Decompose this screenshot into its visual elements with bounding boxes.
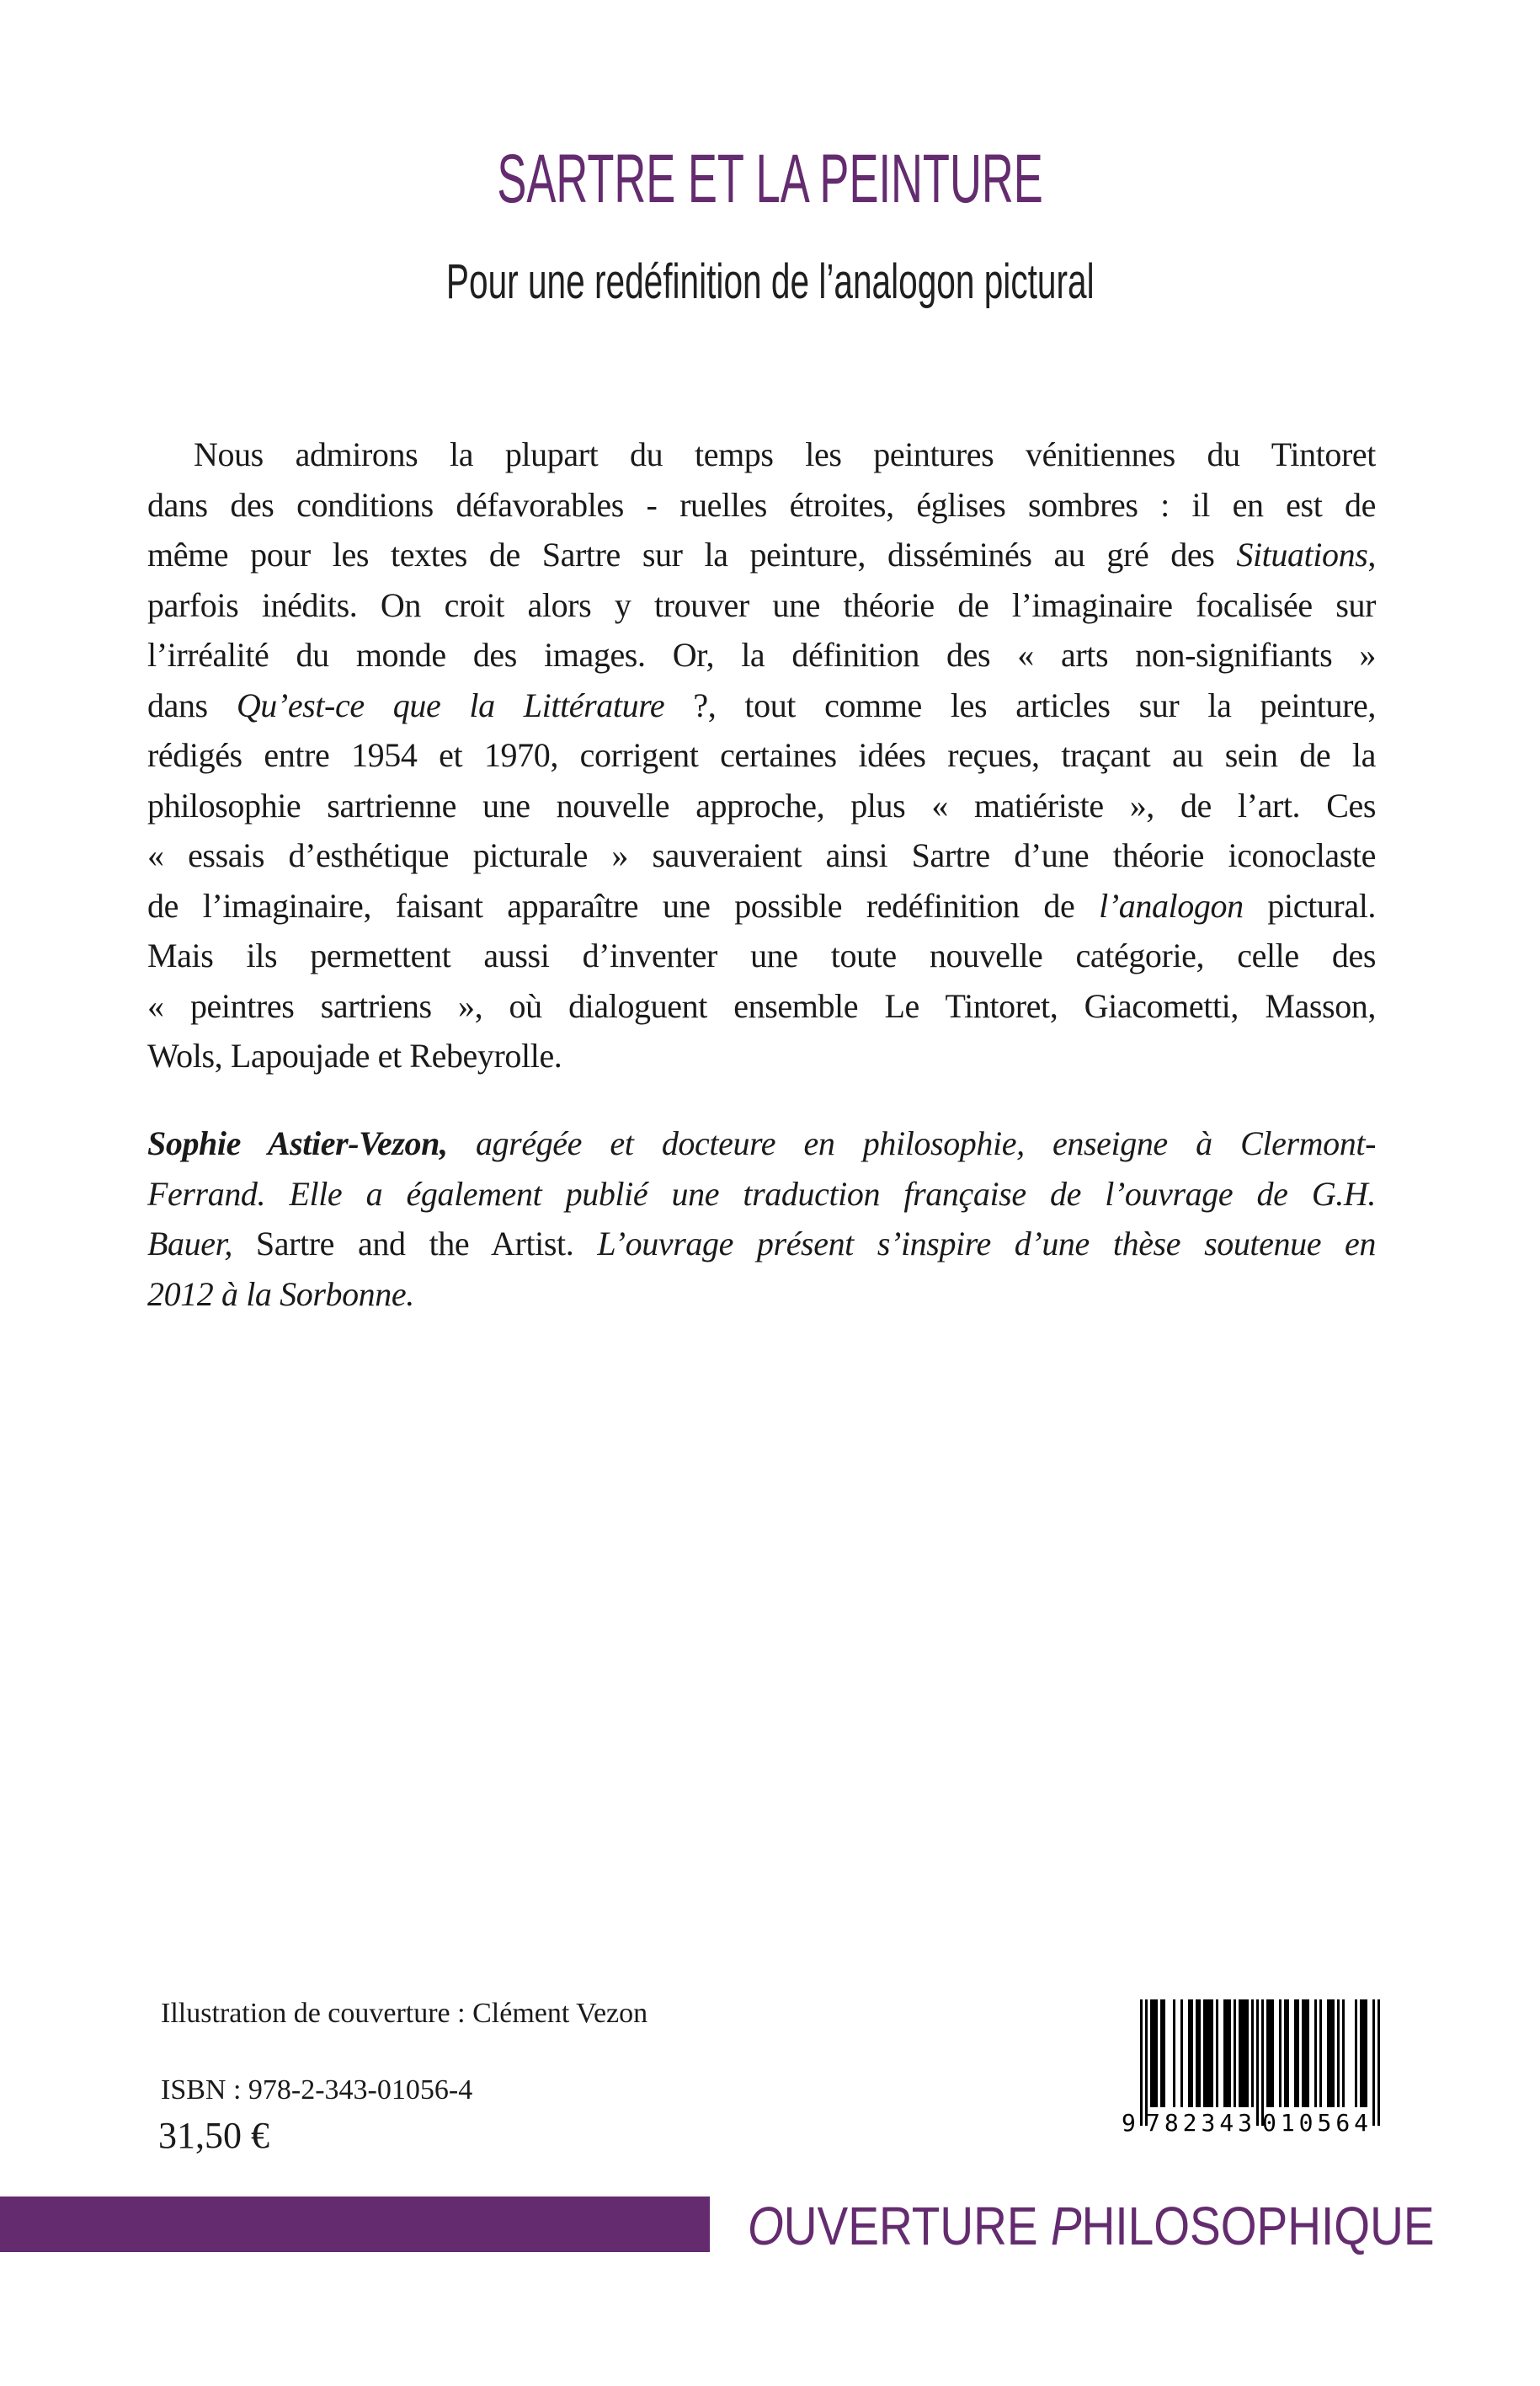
text-line [147,430,1376,480]
text-segment: de l’imaginaire, faisant apparaître une possible redéfinition de [147,886,1100,925]
barcode-bar [1188,1999,1191,2107]
barcode-bar [1256,1999,1259,2126]
isbn-barcode [1113,1998,1399,2141]
barcode-bar [1319,1999,1322,2107]
text-line [147,480,1376,531]
barcode-bar [1261,1999,1264,2126]
text-line [147,981,1376,1032]
series-letter-p: P [1050,2196,1082,2256]
emphasized-text: Bauer, [147,1225,232,1262]
emphasized-text: Sophie Astier-Vezon, [147,1124,448,1162]
barcode-bar [1362,1999,1365,2107]
series-name [748,2197,1540,2255]
text-segment: Sartre and the Artist. [232,1225,598,1262]
barcode-bar [1360,1999,1362,2107]
barcode-bar [1372,1999,1375,2126]
barcode-bar [1365,1999,1367,2107]
barcode-bar [1304,1999,1307,2107]
text-segment: Wols, Lapoujade et Rebeyrolle. [147,1037,562,1075]
barcode-bar [1246,1999,1249,2107]
text-line [147,1169,1376,1220]
book-title-wrap [0,141,1540,217]
isbn-text: ISBN : 978-2-343-01056-4 [161,2074,473,2106]
text-segment: rédigés entre 1954 et 1970, corrigent certaines idées reçues, traçant au sein de la [147,736,1376,774]
text-line [147,781,1376,831]
text-segment: même pour les textes de Sartre sur la peinture, disséminés au gré des [147,536,1237,574]
barcode-bar [1342,1999,1345,2107]
barcode-bar [1314,1999,1317,2107]
series-word-2: HILOSOPHIQUE [1081,2196,1435,2256]
barcode-bar [1279,1999,1282,2107]
text-line [147,730,1376,781]
barcode-bar [1208,1999,1211,2107]
barcode-bar [1203,1999,1206,2107]
barcode-bar [1294,1999,1297,2107]
barcode-bar [1140,1999,1143,2126]
text-segment: l’irréalité du monde des images. Or, la définition des « arts non-signifiants » [147,636,1376,674]
barcode-bar [1211,1999,1213,2107]
barcode-bar [1226,1999,1228,2107]
emphasized-text: Situations [1236,536,1368,574]
text-segment: « peintres sartriens », où dialoguent ensemble Le Tintoret, Giacometti, Masson, [147,986,1376,1025]
text-line [147,931,1376,981]
series-word-1: UVERTURE [783,2196,1051,2256]
series-letter-o: O [748,2196,784,2256]
text-segment: Mais ils permettent aussi d’inventer une toute nouvelle catégorie, celle des [147,937,1376,974]
barcode-bar [1271,1999,1274,2107]
price: 31,50 € [158,2115,269,2156]
text-line [147,1269,1376,1320]
emphasized-text: L’ouvrage présent s’inspire d’une thèse soutenue en [597,1225,1377,1262]
barcode-bar [1234,1999,1236,2107]
barcode-bar [1284,1999,1287,2107]
illustration-credit: Illustration de couverture : Clément Vezon [161,1998,648,2029]
barcode-bar [1302,1999,1304,2107]
text-line [147,580,1376,631]
barcode-bar [1297,1999,1299,2107]
barcode-bar [1198,1999,1201,2107]
text-segment: pictural. [1243,886,1377,925]
barcode-bar [1337,1999,1340,2107]
barcode-bar [1228,1999,1231,2107]
barcode-bar [1332,1999,1335,2107]
barcode-bar [1241,1999,1244,2107]
barcode-bar [1327,1999,1330,2107]
text-segment: Nous admirons la plupart du temps les peintures vénitiennes du Tintoret [194,435,1376,473]
book-subtitle: Pour une redéfinition de l’analogon pictural [445,254,1095,309]
text-line [147,830,1376,881]
text-segment: dans des conditions défavorables - ruelles étroites, églises sombres : il en est de [147,485,1376,524]
blurb-paragraph [147,430,1376,1081]
barcode-bar [1216,1999,1218,2107]
text-segment: parfois inédits. On croit alors y trouver une théorie de l’imaginaire focalisée sur [147,585,1376,624]
text-segment: philosophie sartrienne une nouvelle approche, plus « matiériste », de l’art. Ces [147,786,1376,825]
barcode-bar [1173,1999,1175,2107]
barcode-bar [1196,1999,1198,2107]
emphasized-text: l’analogon [1099,886,1244,925]
barcode-bar [1287,1999,1289,2107]
text-line [147,1219,1376,1269]
barcode-bar [1163,1999,1165,2107]
barcode-bar [1206,1999,1208,2107]
barcode-bar [1180,1999,1183,2107]
barcode-bar [1244,1999,1246,2107]
emphasized-text: 2012 à la Sorbonne. [147,1274,414,1313]
barcode-bar [1377,1999,1380,2126]
barcode-first-digit: 9 [1122,2109,1136,2137]
text-segment: « essais d’esthétique picturale » sauveraient ainsi Sartre d’une théorie iconoclaste [147,836,1376,874]
text-line [147,1031,1376,1081]
barcode-bar [1155,1999,1158,2107]
book-title: SARTRE ET LA PEINTURE [497,141,1043,217]
barcode-bar [1307,1999,1309,2107]
barcode-bar [1355,1999,1357,2107]
barcode-bar [1266,1999,1269,2107]
barcode-bar [1330,1999,1332,2107]
text-line [147,630,1376,681]
barcode-bar [1160,1999,1163,2107]
book-subtitle-wrap [0,253,1540,312]
barcode-bar [1150,1999,1153,2107]
emphasized-text: Qu’est-ce que la Littérature [236,686,665,724]
barcode-bar [1239,1999,1241,2107]
emphasized-text: Ferrand. Elle a également publié une traduction française de l’ouvrage de G.H. [147,1174,1376,1213]
barcode-bar [1269,1999,1271,2107]
text-line [147,681,1376,731]
text-segment: , [1367,536,1376,574]
barcode-bar [1145,1999,1148,2126]
text-line [147,530,1376,580]
emphasized-text: agrégée et docteure en philosophie, enseigne à Clermont- [447,1124,1376,1162]
barcode-bar [1251,1999,1254,2107]
barcode-bar [1223,1999,1226,2107]
barcode-bar [1153,1999,1155,2107]
barcode-right-digits: 010564 [1262,2109,1368,2137]
text-line [147,881,1376,931]
barcode-bar [1191,1999,1193,2107]
series-color-band [0,2197,710,2252]
barcode-left-digits: 782343 [1146,2109,1252,2137]
text-line [147,1118,1376,1169]
author-bio-paragraph [147,1118,1376,1319]
text-segment: ?, tout comme les articles sur la peinture, [664,686,1376,724]
text-segment: dans [147,686,237,724]
